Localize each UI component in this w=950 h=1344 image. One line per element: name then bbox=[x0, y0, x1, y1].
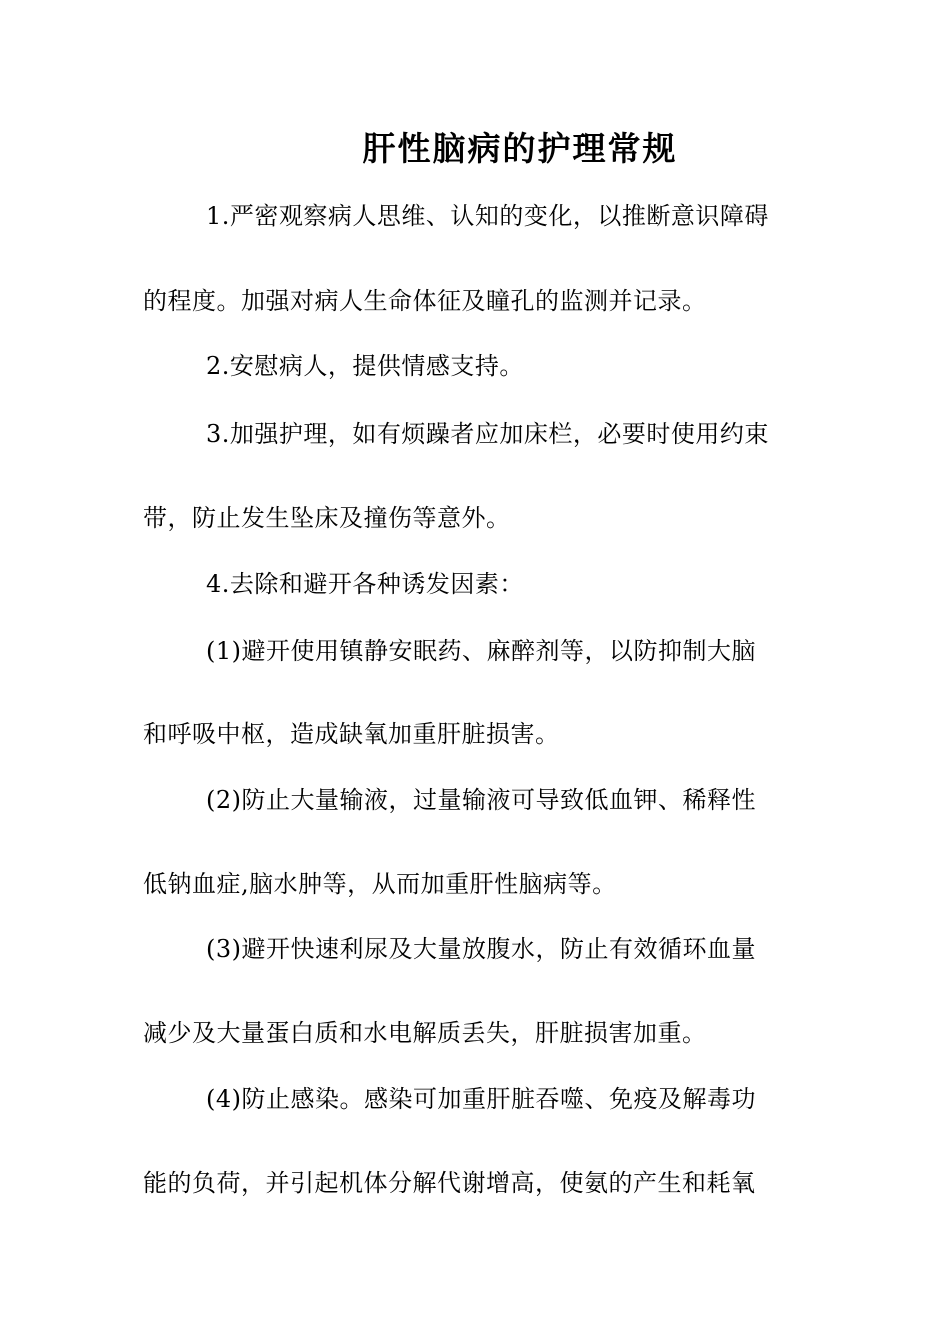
paragraph-7-line-2: 减少及大量蛋白质和水电解质丢失，肝脏损害加重。 bbox=[143, 1019, 707, 1047]
paragraph-6-line-2: 低钠血症,脑水肿等，从而加重肝性脑病等。 bbox=[143, 870, 617, 898]
paragraph-6-line-1: (2)防止大量输液，过量输液可导致低血钾、稀释性 bbox=[206, 786, 756, 814]
paragraph-4-line-1: 4.去除和避开各种诱发因素： bbox=[206, 570, 524, 598]
paragraph-7-line-1: (3)避开快速利尿及大量放腹水，防止有效循环血量 bbox=[206, 935, 756, 963]
paragraph-8-line-2: 能的负荷，并引起机体分解代谢增高，使氨的产生和耗氧 bbox=[143, 1169, 756, 1197]
paragraph-5-line-1: (1)避开使用镇静安眠药、麻醉剂等，以防抑制大脑 bbox=[206, 637, 756, 665]
paragraph-5-line-2: 和呼吸中枢，造成缺氧加重肝脏损害。 bbox=[143, 720, 560, 748]
paragraph-1-line-2: 的程度。加强对病人生命体征及瞳孔的监测并记录。 bbox=[143, 287, 707, 315]
paragraph-1-line-1: 1.严密观察病人思维、认知的变化，以推断意识障碍 bbox=[206, 202, 769, 230]
paragraph-8-line-1: (4)防止感染。感染可加重肝脏吞噬、免疫及解毒功 bbox=[206, 1085, 756, 1113]
document-title: 肝性脑病的护理常规 bbox=[362, 129, 678, 168]
paragraph-3-line-1: 3.加强护理，如有烦躁者应加床栏，必要时使用约束 bbox=[206, 420, 769, 448]
paragraph-3-line-2: 带，防止发生坠床及撞伤等意外。 bbox=[143, 504, 511, 532]
paragraph-2-line-1: 2.安慰病人，提供情感支持。 bbox=[206, 352, 524, 380]
